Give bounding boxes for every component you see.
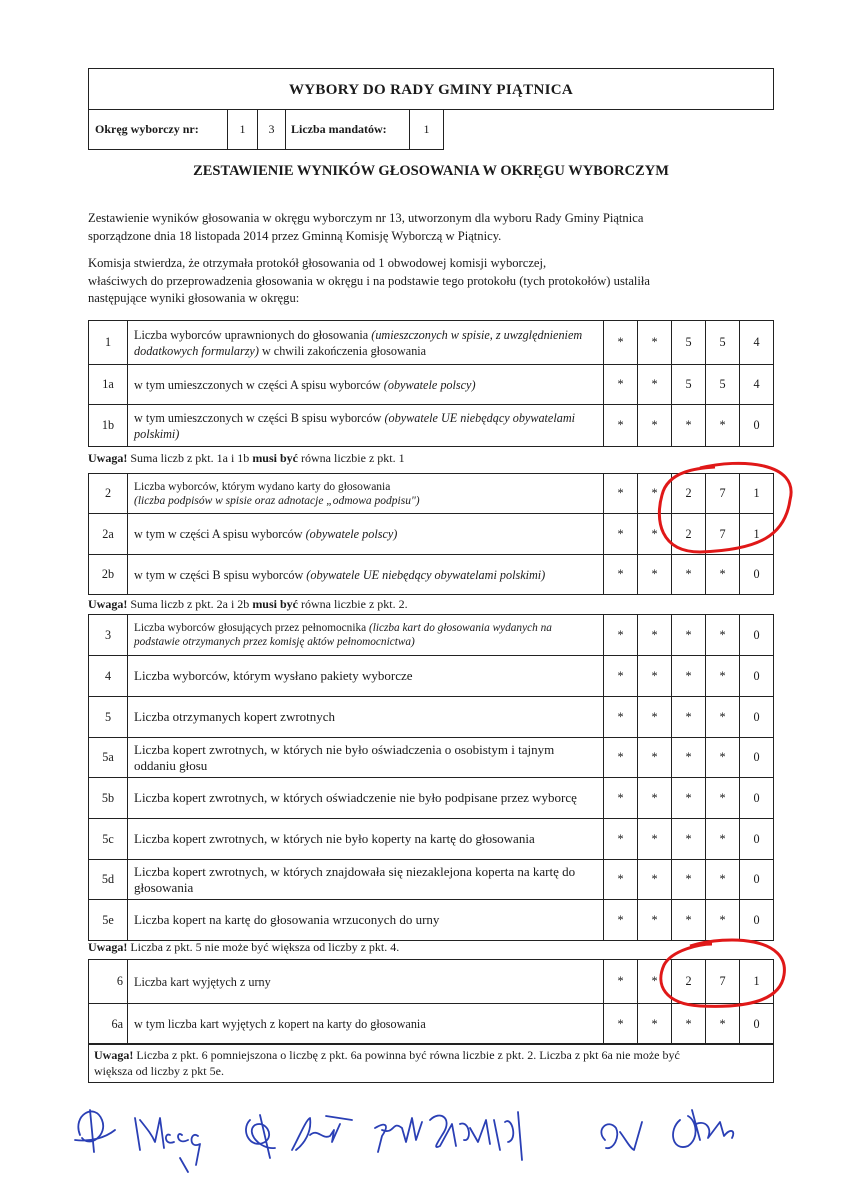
digit-cell: 0 xyxy=(740,778,774,819)
digit-cell: * xyxy=(672,615,706,656)
digit-cell: * xyxy=(638,738,672,778)
row-label: Liczba wyborców uprawnionych do głosowania (umieszczonych w spisie, z uwzględnieniem dodatkowych formularzy) w chwili zakończenia głosowania xyxy=(128,321,604,365)
digit-cell: * xyxy=(672,778,706,819)
digit-cell: * xyxy=(604,900,638,941)
mandates-label: Liczba mandatów: xyxy=(286,110,410,150)
red-circle-annotation-2 xyxy=(661,940,785,1006)
digit-cell: * xyxy=(706,1004,740,1045)
digit-cell: * xyxy=(638,365,672,405)
row-number: 6 xyxy=(89,960,128,1004)
note-2: Uwaga! Suma liczb z pkt. 2a i 2b musi być równa liczbie z pkt. 2. xyxy=(88,597,408,611)
digit-cell: * xyxy=(672,697,706,738)
digit-cell: 0 xyxy=(740,697,774,738)
row-label: Liczba kopert zwrotnych, w których nie było koperty na kartę do głosowania xyxy=(128,819,604,860)
digit-cell: * xyxy=(604,778,638,819)
digit-cell: * xyxy=(604,321,638,365)
digit-cell: * xyxy=(604,860,638,900)
digit-cell: * xyxy=(672,1004,706,1045)
row-number: 5 xyxy=(89,697,128,738)
digit-cell: * xyxy=(604,365,638,405)
note-4: Uwaga! Liczba z pkt. 6 pomniejszona o liczbę z pkt. 6a powinna być równa liczbie z pkt. 2. Liczba z pkt 6a nie może być większa od liczby z pkt 5e. xyxy=(88,1043,774,1083)
row-number: 5b xyxy=(89,778,128,819)
row-label: Liczba wyborców, którym wysłano pakiety wyborcze xyxy=(128,656,604,697)
digit-cell: 0 xyxy=(740,555,774,595)
signature-6 xyxy=(430,1112,522,1160)
row-label: w tym umieszczonych w części B spisu wyborców (obywatele UE niebędący obywatelami polskimi) xyxy=(128,405,604,447)
digit-cell: * xyxy=(604,474,638,514)
signature-4 xyxy=(292,1116,352,1150)
election-title: WYBORY DO RADY GMINY PIĄTNICA xyxy=(288,82,573,98)
digit-cell: * xyxy=(604,697,638,738)
row-label: w tym liczba kart wyjętych z kopert na karty do głosowania xyxy=(128,1004,604,1045)
digit-cell: * xyxy=(706,615,740,656)
digit-cell: 0 xyxy=(740,656,774,697)
digit-cell: 0 xyxy=(740,738,774,778)
row-number: 1 xyxy=(89,321,128,365)
signature-3 xyxy=(246,1115,275,1158)
row-number: 3 xyxy=(89,615,128,656)
digit-cell: * xyxy=(604,1004,638,1045)
digit-cell: * xyxy=(638,819,672,860)
digit-cell: 0 xyxy=(740,819,774,860)
row-label: Liczba kopert na kartę do głosowania wrzuconych do urny xyxy=(128,900,604,941)
row-number: 6a xyxy=(89,1004,128,1045)
digit-cell: 0 xyxy=(740,405,774,447)
digit-cell: * xyxy=(638,1004,672,1045)
digit-cell: * xyxy=(706,860,740,900)
row-label: Liczba kopert zwrotnych, w których nie było oświadczenia o osobistym i tajnym oddaniu głosu xyxy=(128,738,604,778)
digit-cell: 2 xyxy=(672,960,706,1004)
digit-cell: 2 xyxy=(672,514,706,555)
row-number: 5d xyxy=(89,860,128,900)
digit-cell: * xyxy=(672,860,706,900)
digit-cell: 0 xyxy=(740,1004,774,1045)
digit-cell: * xyxy=(638,555,672,595)
row-number: 1a xyxy=(89,365,128,405)
row-number: 2b xyxy=(89,555,128,595)
digit-cell: * xyxy=(706,405,740,447)
document-heading: ZESTAWIENIE WYNIKÓW GŁOSOWANIA W OKRĘGU WYBORCZYM xyxy=(193,163,669,179)
row-label: Liczba otrzymanych kopert zwrotnych xyxy=(128,697,604,738)
digit-cell: * xyxy=(706,656,740,697)
digit-cell: * xyxy=(672,738,706,778)
signature-7 xyxy=(601,1122,642,1150)
digit-cell: * xyxy=(638,615,672,656)
digit-cell: * xyxy=(638,656,672,697)
digit-cell: 4 xyxy=(740,321,774,365)
intro-line-5: następujące wyniki głosowania w okręgu: xyxy=(88,291,300,305)
digit-cell: * xyxy=(672,555,706,595)
note-3: Uwaga! Liczba z pkt. 5 nie może być większa od liczby z pkt. 4. xyxy=(88,940,400,954)
digit-cell: * xyxy=(604,960,638,1004)
intro-line-4: właściwych do przeprowadzenia głosowania w okręgu i na podstawie tego protokołu (tych protokołów) ustaliła xyxy=(88,274,651,288)
signature-8 xyxy=(673,1110,733,1147)
row-label: Liczba kopert zwrotnych, w których oświadczenie nie było podpisane przez wyborcę xyxy=(128,778,604,819)
row-number: 5a xyxy=(89,738,128,778)
digit-cell: * xyxy=(604,405,638,447)
row-label: w tym umieszczonych w części A spisu wyborców (obywatele polscy) xyxy=(128,365,604,405)
intro-line-1: Zestawienie wyników głosowania w okręgu wyborczym nr 13, utworzonym dla wyboru Rady Gminy Piątnica xyxy=(88,211,644,225)
row-label: Liczba wyborców, którym wydano karty do głosowania (liczba podpisów w spisie oraz adnotacje „odmowa podpisu") xyxy=(128,474,604,514)
digit-cell: * xyxy=(638,321,672,365)
row-number: 5e xyxy=(89,900,128,941)
digit-cell: 0 xyxy=(740,615,774,656)
digit-cell: * xyxy=(604,656,638,697)
digit-cell: * xyxy=(604,514,638,555)
digit-cell: 1 xyxy=(740,960,774,1004)
digit-cell: * xyxy=(672,405,706,447)
mandates-value: 1 xyxy=(410,110,444,150)
intro-line-2: sporządzone dnia 18 listopada 2014 przez Gminną Komisję Wyborczą w Piątnicy. xyxy=(88,229,502,243)
row-label: w tym w części A spisu wyborców (obywatele polscy) xyxy=(128,514,604,555)
row-label: w tym w części B spisu wyborców (obywatele UE niebędący obywatelami polskimi) xyxy=(128,555,604,595)
digit-cell: 5 xyxy=(706,321,740,365)
digit-cell: * xyxy=(604,738,638,778)
digit-cell: 7 xyxy=(706,474,740,514)
intro-line-3: Komisja stwierdza, że otrzymała protokół głosowania od 1 obwodowej komisji wyborczej, xyxy=(88,256,547,270)
digit-cell: * xyxy=(672,819,706,860)
digit-cell: * xyxy=(706,697,740,738)
digit-cell: 2 xyxy=(672,474,706,514)
district-digit-2: 3 xyxy=(258,110,286,150)
digit-cell: * xyxy=(604,819,638,860)
red-circle-annotation-1 xyxy=(659,463,791,552)
digit-cell: 1 xyxy=(740,514,774,555)
signature-2 xyxy=(135,1118,200,1172)
row-number: 4 xyxy=(89,656,128,697)
digit-cell: * xyxy=(638,514,672,555)
digit-cell: * xyxy=(638,474,672,514)
row-number: 1b xyxy=(89,405,128,447)
digit-cell: * xyxy=(672,900,706,941)
district-digit-1: 1 xyxy=(228,110,258,150)
row-label: Liczba kart wyjętych z urny xyxy=(128,960,604,1004)
digit-cell: 5 xyxy=(672,321,706,365)
digit-cell: * xyxy=(706,900,740,941)
digit-cell: * xyxy=(638,778,672,819)
digit-cell: * xyxy=(706,778,740,819)
digit-cell: * xyxy=(638,405,672,447)
digit-cell: * xyxy=(604,615,638,656)
digit-cell: * xyxy=(638,900,672,941)
digit-cell: * xyxy=(638,960,672,1004)
digit-cell: 1 xyxy=(740,474,774,514)
signature-5 xyxy=(375,1118,422,1152)
digit-cell: 5 xyxy=(706,365,740,405)
digit-cell: 0 xyxy=(740,860,774,900)
row-label: Liczba wyborców głosujących przez pełnomocnika (liczba kart do głosowania wydanych na podstawie otrzymanych przez komisję aktów pełnomocnictwa) xyxy=(128,615,604,656)
digit-cell: * xyxy=(638,697,672,738)
digit-cell: * xyxy=(706,738,740,778)
signature-1 xyxy=(75,1110,115,1152)
row-label: Liczba kopert zwrotnych, w których znajdowała się niezaklejona koperta na kartę do głosowania xyxy=(128,860,604,900)
signatures xyxy=(60,1080,760,1190)
digit-cell: 7 xyxy=(706,960,740,1004)
digit-cell: * xyxy=(638,860,672,900)
digit-cell: 4 xyxy=(740,365,774,405)
row-number: 5c xyxy=(89,819,128,860)
row-number: 2 xyxy=(89,474,128,514)
digit-cell: 5 xyxy=(672,365,706,405)
note-1: Uwaga! Suma liczb z pkt. 1a i 1b musi być równa liczbie z pkt. 1 xyxy=(88,451,405,465)
row-number: 2a xyxy=(89,514,128,555)
digit-cell: 0 xyxy=(740,900,774,941)
digit-cell: * xyxy=(604,555,638,595)
digit-cell: * xyxy=(706,555,740,595)
district-label: Okręg wyborczy nr: xyxy=(88,110,228,150)
digit-cell: * xyxy=(706,819,740,860)
digit-cell: * xyxy=(672,656,706,697)
digit-cell: 7 xyxy=(706,514,740,555)
